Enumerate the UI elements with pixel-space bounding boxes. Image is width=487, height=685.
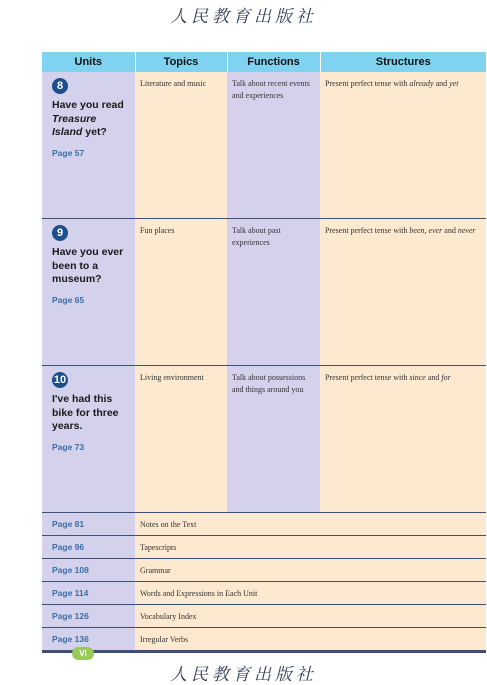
unit-title [52,99,129,140]
appendix-page-link[interactable]: Page 81 [42,513,135,536]
appendix-title: Vocabulary Index [135,605,486,628]
structure-cell [320,72,486,219]
unit-row [42,366,486,513]
appendix-row [42,536,486,559]
unit-title-text: Have you read [52,99,124,111]
structure-part: Present perfect tense with [325,226,410,235]
appendix-page-link[interactable]: Page 114 [42,582,135,605]
structure-italic: already [409,79,434,88]
appendix-row [42,513,486,536]
function-text: Talk about recent events and experiences [232,79,310,100]
topic-cell [135,366,227,513]
appendix-row [42,582,486,605]
function-cell [227,366,320,513]
structure-part: and [425,373,442,382]
appendix-page-link[interactable]: Page 126 [42,605,135,628]
structure-text [325,225,480,237]
topic-text: Living environment [140,373,204,382]
unit-title: Have you ever been to a museum? [52,246,124,285]
structure-part: Present perfect tense with [325,79,410,88]
structure-italic: never [457,226,476,235]
unit-page-link[interactable]: Page 57 [52,147,85,158]
function-text: Talk about past experiences [232,226,281,247]
structure-italic: been [409,226,425,235]
structure-italic: for [441,373,451,382]
topic-text: Literature and music [140,79,207,88]
contents-table [42,52,486,653]
topic-cell [135,72,227,219]
header-topics: Topics [135,52,227,72]
appendix-title: Notes on the Text [135,513,486,536]
appendix-page-link[interactable]: Page 108 [42,559,135,582]
structure-italic: ever [428,226,443,235]
unit-number-badge: 10 [53,374,67,386]
function-cell [227,72,320,219]
topic-cell [135,219,227,366]
structure-part: and [433,79,450,88]
publisher-logo-top: 人民教育出版社 [170,7,317,27]
unit-page-link[interactable]: Page 73 [52,441,85,452]
appendix-title: Irregular Verbs [135,628,486,652]
unit-row [42,219,486,366]
structure-part: Present perfect tense with [325,373,410,382]
appendix-title: Grammar [135,559,486,582]
structure-part: , [424,226,429,235]
unit-title-italic: Treasure Island [52,112,97,138]
unit-title-text: yet? [82,126,107,138]
appendix-title: Tapescripts [135,536,486,559]
unit-cell [42,72,135,219]
structure-cell [320,366,486,513]
function-cell [227,219,320,366]
appendix-page-link[interactable]: Page 96 [42,536,135,559]
topic-text: Fun places [140,226,175,235]
header-structures: Structures [320,52,486,72]
page-number-badge: VI [72,647,94,660]
unit-title: I've had this bike for three years. [52,393,119,432]
unit-cell [42,366,135,513]
structure-cell [320,219,486,366]
structure-text [325,372,480,384]
appendix-row [42,628,486,652]
appendix-row [42,605,486,628]
structure-part: and [442,226,458,235]
unit-number-badge: 9 [52,225,68,241]
appendix-page-link[interactable]: Page 136 [42,628,135,652]
header-functions: Functions [227,52,320,72]
appendix-title: Words and Expressions in Each Unit [135,582,486,605]
header-units: Units [42,52,135,72]
structure-italic: yet [449,79,459,88]
structure-italic: since [409,373,426,382]
function-text: Talk about possessions and things around you [232,373,306,394]
publisher-logo-bottom: 人民教育出版社 [170,665,317,685]
unit-number-badge: 8 [52,78,68,94]
unit-page-link[interactable]: Page 65 [52,294,85,305]
unit-cell [42,219,135,366]
structure-text [325,78,480,90]
appendix-row [42,559,486,582]
unit-row [42,72,486,219]
header-row [42,52,486,72]
